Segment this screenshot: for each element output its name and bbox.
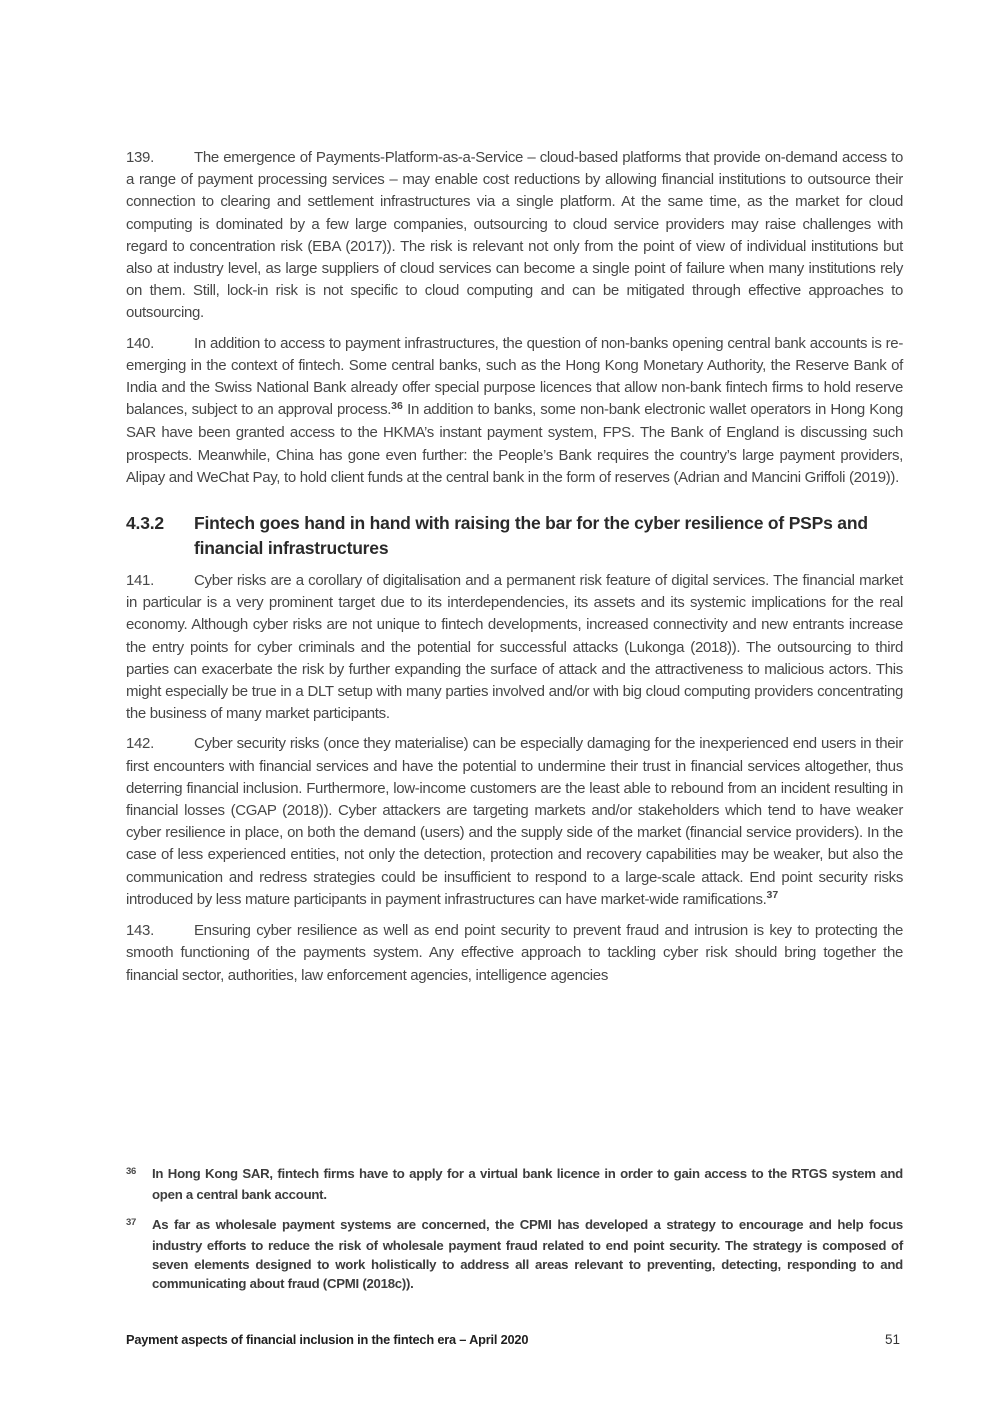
footnote-reference-37: 37 [766, 889, 779, 902]
page-body [126, 147, 903, 995]
footnotes-section [126, 1164, 903, 1304]
footnote-marker: 36 [126, 1166, 137, 1177]
footnote-reference-36: 36 [391, 399, 403, 412]
paragraph-143 [126, 920, 903, 987]
footer-document-title: Payment aspects of financial inclusion in the fintech era – April 2020 [126, 1332, 529, 1347]
paragraph-text: In addition to access to payment infrastructures, the question of non-banks opening central bank accounts is re-emerging in the context of fintech. Some central banks, such as the Hong Kong Monetary Authority, the Reserve Bank of India and the Swiss National Bank already offer special purpose licences that allow non-bank fintech firms to hold reserve balances, subject to an approval process. [126, 334, 903, 419]
paragraph-number: 141. [126, 572, 154, 590]
paragraph-text: Ensuring cyber resilience as well as end point security to prevent fraud and intrusion is key to protecting the smooth functioning of the payments system. Any effective approach to tackling cyber risk should bring together the financial sector, authorities, law enforcement agencies, intelligence agencies [126, 922, 903, 984]
page-footer [126, 1332, 900, 1347]
footer-page-number: 51 [884, 1332, 900, 1347]
footnote-36 [126, 1164, 903, 1205]
footnote-text: As far as wholesale payment systems are concerned, the CPMI has developed a strategy to encourage and help focus industry efforts to reduce the risk of wholesale payment fraud related to end point security. The strategy is composed of seven elements designed to work holistically to address all areas relevant to preventing, detecting, responding to and communicating about fraud (CPMI (2018c)). [152, 1216, 903, 1292]
paragraph-number: 139. [126, 149, 154, 166]
heading-number: 4.3.2 [126, 513, 164, 534]
paragraph-number: 140. [126, 334, 154, 352]
footnote-marker: 37 [126, 1216, 137, 1228]
paragraph-140 [126, 333, 903, 489]
paragraph-142 [126, 733, 903, 912]
paragraph-text: The emergence of Payments-Platform-as-a-Service – cloud-based platforms that provide on-demand access to a range of payment processing services – may enable cost reductions by allowing financial institutions to outsource their connection to clearing and settlement infrastructures via a single platform. At the same time, as the market for cloud computing is dominated by a few large companies, outsourcing to cloud service providers may raise challenges with regard to concentration risk (EBA (2017)). The risk is relevant not only from the point of view of individual institutions but also at industry level, as large suppliers of cloud services can become a single point of failure when many institutions rely on them. Still, lock-in risk is not specific to cloud computing and can be mitigated through effective approaches to outsourcing. [126, 149, 903, 322]
paragraph-141 [126, 570, 903, 725]
paragraph-text: Cyber risks are a corollary of digitalisation and a permanent risk feature of digital services. The financial market in particular is a very prominent target due to its interdependencies, its assets and its systemic implications for the real economy. Although cyber risks are not unique to fintech developments, increased connectivity and new entrants increase the entry points for cyber criminals and the potential for successful attacks (Lukonga (2018)). The outsourcing to third parties can exacerbate the risk by further expanding the surface of attack and the attractiveness to malicious actors. This might especially be true in a DLT setup with many parties involved and/or with big cloud computing providers concentrating the business of many market participants. [126, 572, 903, 723]
section-heading-4-3-2 [126, 511, 903, 560]
footnote-37 [126, 1215, 903, 1294]
paragraph-number: 142. [126, 735, 154, 753]
footnote-text: In Hong Kong SAR, fintech firms have to apply for a virtual bank licence in order to gain access to the RTGS system and open a central bank account. [152, 1166, 903, 1203]
paragraph-text: Cyber security risks (once they materialise) can be especially damaging for the inexperienced end users in their first encounters with financial services and have the potential to undermine their trust in financial services altogether, thus deterring financial inclusion. Furthermore, low-income customers are the least able to rebound from an incident resulting in financial losses (CGAP (2018)). Cyber attackers are targeting markets and/or stakeholders which tend to have weaker cyber resilience in place, on both the demand (users) and the supply side of the market (financial service providers). In the case of less experienced entities, not only the detection, protection and recovery capabilities may be weaker, but also the communication and redress strategies could be insufficient to respond to a large-scale attack. End point security risks introduced by less mature participants in payment infrastructures can have market-wide ramifications. [126, 735, 903, 908]
paragraph-text: In addition to banks, some non-bank electronic wallet operators in Hong Kong SAR have been granted access to the HKMA’s instant payment system, FPS. The Bank of England is discussing such prospects. Meanwhile, China has gone even further: the People’s Bank requires the country’s large payment providers, Alipay and WeChat Pay, to hold client funds at the central bank in the form of reserves (Adrian and Mancini Griffoli (2019)). [126, 401, 903, 486]
paragraph-number: 143. [126, 922, 154, 940]
heading-title: Fintech goes hand in hand with raising the bar for the cyber resilience of PSPs and financial infrastructures [194, 513, 868, 558]
paragraph-139 [126, 147, 903, 325]
